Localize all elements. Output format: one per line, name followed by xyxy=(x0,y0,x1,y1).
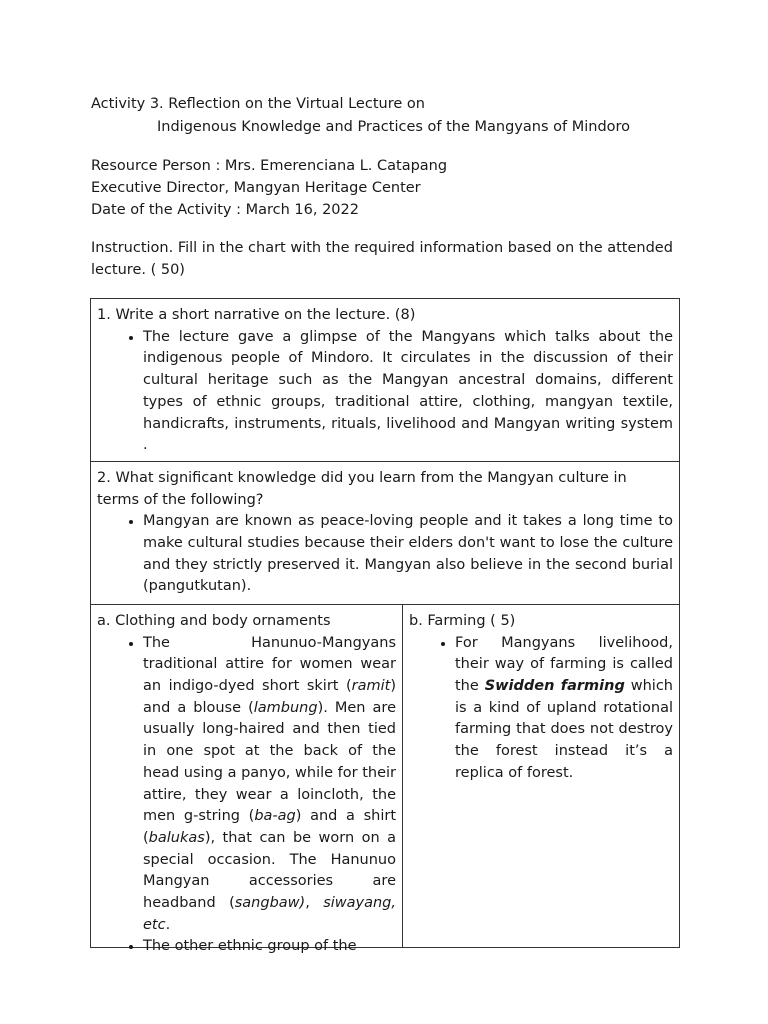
farming-list xyxy=(409,633,673,785)
resource-position: Executive Director, Mangyan Heritage Center xyxy=(91,180,421,196)
activity-subtitle: Indigenous Knowledge and Practices of the Mangyans of Mindoro xyxy=(157,119,631,135)
clothing-heading: a. Clothing and body ornaments xyxy=(97,612,331,629)
question-2-row xyxy=(91,461,680,604)
activity-title: Activity 3. Reflection on the Virtual Lecture on xyxy=(91,96,425,112)
clothing-answer-2: • The other ethnic group of the xyxy=(143,936,396,958)
question-1-row xyxy=(91,299,680,462)
resource-person: Resource Person : Mrs. Emerenciana L. Catapang xyxy=(91,158,448,174)
farming-heading: b. Farming ( 5) xyxy=(409,612,516,629)
question-1: 1. Write a short narrative on the lecture. (8) xyxy=(97,307,416,323)
clothing-cell xyxy=(91,604,403,955)
instruction: Instruction. Fill in the chart with the required information based on the attended lecture. ( 50) xyxy=(91,240,673,278)
farming-cell xyxy=(403,604,680,947)
farming-answer: • For Mangyans livelihood, their way of farming is called the Swidden farming which is a kind of upland rotational farming that does not destroy the forest instead it’s a replica of forest. xyxy=(455,633,673,785)
answer-2-list xyxy=(97,511,673,598)
clothing-answer: • The Hanunuo-Mangyans traditional attire for women wear an indigo-dyed short skirt (ramit) and a blouse (lambung). Men are usually long-haired and then tied in one spot at the back of the head using a panyo, while for their attire, they wear a loincloth, the men g-string (ba-ag) and a shirt (balukas), that can be worn on a special occasion. The Hanunuo Mangyan accessories are headband (sangbaw), siwayang, etc. xyxy=(143,633,396,937)
sub-questions-row xyxy=(91,604,680,947)
activity-date: Date of the Activity : March 16, 2022 xyxy=(91,202,359,218)
clothing-list xyxy=(97,633,396,959)
question-2: 2. What significant knowledge did you learn from the Mangyan culture in terms of the following? xyxy=(97,469,627,508)
reflection-chart xyxy=(90,298,680,955)
answer-1: • The lecture gave a glimpse of the Mangyans which talks about the indigenous people of Mindoro. It circulates in the discussion of their cultural heritage such as the Mangyan ancestral domains, different types of ethnic groups, traditional attire, clothing, mangyan textile, handicrafts, instruments, rituals, livelihood and Mangyan writing system . xyxy=(143,327,673,457)
answer-1-list xyxy=(97,327,673,457)
answer-2: • Mangyan are known as peace-loving people and it takes a long time to make cultural studies because their elders don't want to lose the culture and they strictly preserved it. Mangyan also believe in the second burial (pangutkutan). xyxy=(143,511,673,598)
